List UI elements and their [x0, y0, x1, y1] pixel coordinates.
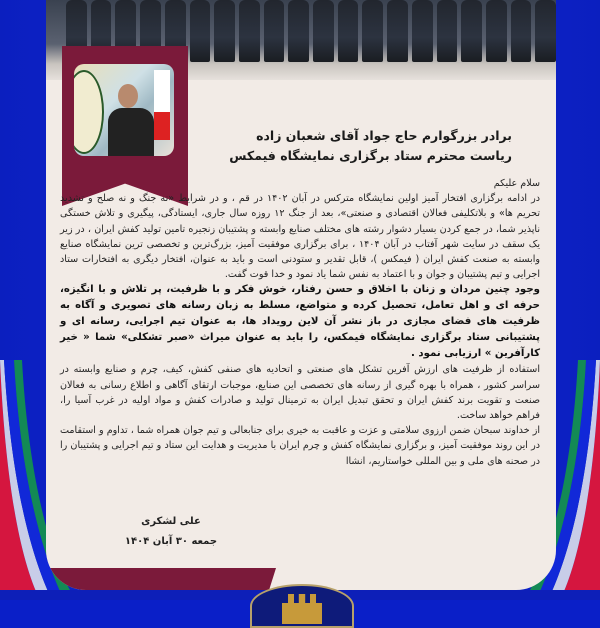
signature-block — [106, 512, 236, 552]
emblem-icon — [74, 70, 104, 154]
gear-icon — [282, 594, 322, 624]
portrait-photo — [74, 64, 174, 156]
signature-date: جمعه ۳۰ آبان ۱۴۰۴ — [124, 536, 218, 547]
paragraph-2: وجود چنین مردان و زنان با اخلاق و حسن رفتار، خوش فکر و با ظرفیت، پر تلاش و با انگیزه، حرفه ای و اهل تعامل، تحصیل کرده و متواضع، مسلط به زبان رسانه های تصویری و آگاه به ظرفیت های فضای مجازی در باز نشر آن لاین رویداد ها، به عنوان تیم اجرایی، رسانه ای و پشتیبانی ستاد برگزاری نمایشگاه فیمکس، را باید به عنوان میراث «صبر تشکلی» شما « خیر کارآفرین » ارزیابی نمود . — [60, 284, 540, 360]
person-figure — [108, 84, 148, 156]
greeting: سلام علیکم — [493, 178, 540, 189]
iran-flag-icon — [154, 70, 170, 140]
paragraph-1: در ادامه برگزاری افتخار آمیز اولین نمایشگاه مترکس در آبان ۱۴۰۲ در قم ، و در شرایط «نه جنگ و نه صلح و تشدید تحریم ها» و بلاتکلیفی فعالان اقتصادی و صنعتی»، بعد از جنگ ۱۲ روزه سال جاری، ایستادگی، پیگیری و تلاش خستگی ناپذیر شما، در جمع کردن بسیار دشوار رشته های مختلف صنایع وابسته و پشتیبان زنجیره تامین تولید کفش ایران ، در زیر یک سقف در سایت شهر آفتاب در آبان ۱۴۰۴ ، برای برگزاری موفقیت آمیز، بزرگ‌ترین و تخصصی ترین نمایشگاه صنایع وابسته به صنعت کفش ایران ( فیمکس )، قابل تقدیر و ستودنی است و باید به عنوان، افتخار دیگری به افتخارات ستاد اجرایی و تیم پشتیبان و جوان و با اعتماد به نفس شما یاد نمود و خدا قوت گفت. — [60, 193, 541, 281]
letter-body — [60, 176, 540, 469]
organization-logo — [250, 584, 354, 628]
paragraph-3: استفاده از ظرفیت های ارزش آفرین تشکل های صنعتی و اتحادیه های صنفی کفش، کیف، چرم و صنایع وابسته در سراسر کشور ، همراه با بهره گیری از رسانه های تخصصی این صنایع، موجبات ارتقای آگاهی و اطلاع رسانی به فعالان صنعت و تقویت برند کفش ایران و تحقق تبدیل ایران به ترمینال تولید و صادرات کفش و مواد اولیه در غرب آسیا را، فراهم خواهد ساخت. — [60, 364, 540, 422]
letter-card — [46, 0, 556, 590]
footer-maroon-bar — [46, 568, 276, 590]
recipient-line: برادر بزرگوارم حاج جواد آقای شعبان زاده — [256, 128, 512, 143]
letter-heading — [212, 126, 512, 166]
position-line: ریاست محترم ستاد برگزاری نمایشگاه فیمکس — [229, 148, 512, 163]
paragraph-4: از خداوند سبحان ضمن ارزوی سلامتی و عزت و عاقبت به خیری برای جنابعالی و تیم جوان همراه شما ، تداوم و استقامت در این روند موفقیت آمیز، و برگزاری نمایشگاه کفش و چرم ایران با مدیریت و هدایت این ستاد و تیم اجرایی و پشتیبان را در صحنه های ملی و بین المللی خواستاریم، انشاا — [60, 425, 540, 467]
signature-name: علی لشکری — [141, 516, 201, 527]
